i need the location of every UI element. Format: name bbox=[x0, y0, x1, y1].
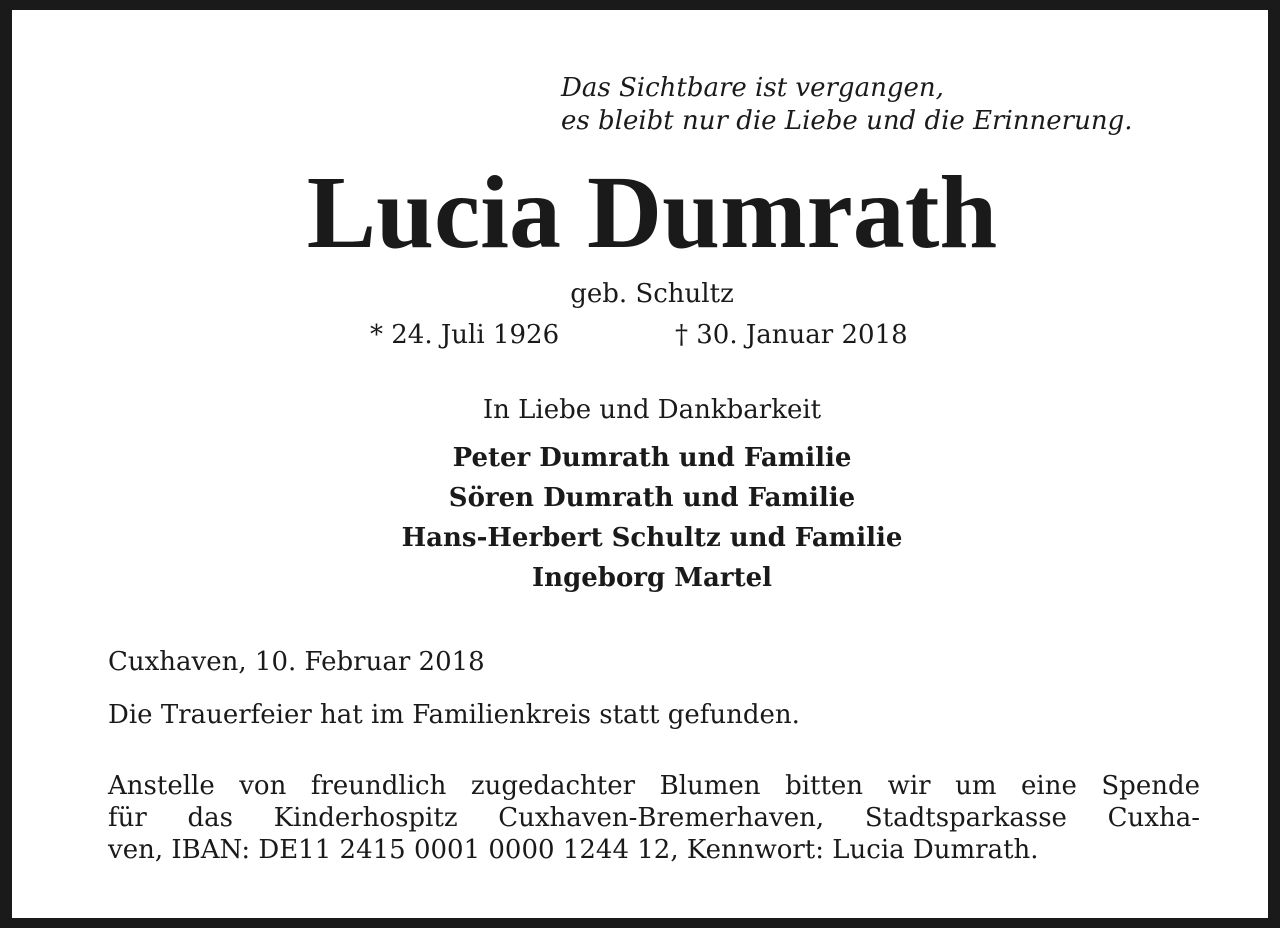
deceased-name: Lucia Dumrath bbox=[306, 155, 998, 270]
mourners-list bbox=[12, 438, 1280, 598]
donation-line-3: ven, IBAN: DE11 2415 0001 0000 1244 12, Kennwort: Lucia Dumrath. bbox=[108, 835, 1039, 865]
death-date: † 30. Januar 2018 bbox=[675, 320, 908, 350]
donation-line-1: Anstelle von freundlich zugedachter Blumen bitten wir um eine Spende bbox=[108, 771, 1200, 801]
mourner-item: Sören Dumrath und Familie bbox=[448, 483, 856, 513]
birth-date: * 24. Juli 1926 bbox=[370, 320, 560, 350]
motto-quote bbox=[561, 72, 1133, 138]
mourner-item: Hans-Herbert Schultz und Familie bbox=[401, 523, 903, 553]
donation-request bbox=[108, 770, 1200, 866]
mourner-item: Ingeborg Martel bbox=[532, 563, 772, 593]
motto-line-1: Das Sichtbare ist vergangen, bbox=[561, 73, 944, 103]
place-and-date: Cuxhaven, 10. Februar 2018 bbox=[108, 647, 485, 677]
mourner-item: Peter Dumrath und Familie bbox=[452, 443, 852, 473]
birth-name: geb. Schultz bbox=[570, 279, 734, 309]
donation-line-2: für das Kinderhospitz Cuxhaven-Bremerhaven, Stadtsparkasse Cuxha- bbox=[108, 803, 1200, 833]
thanks-line: In Liebe und Dankbarkeit bbox=[482, 395, 822, 425]
motto-line-2: es bleibt nur die Liebe und die Erinnerung. bbox=[561, 106, 1133, 136]
ceremony-note: Die Trauerfeier hat im Familienkreis statt gefunden. bbox=[108, 700, 800, 730]
